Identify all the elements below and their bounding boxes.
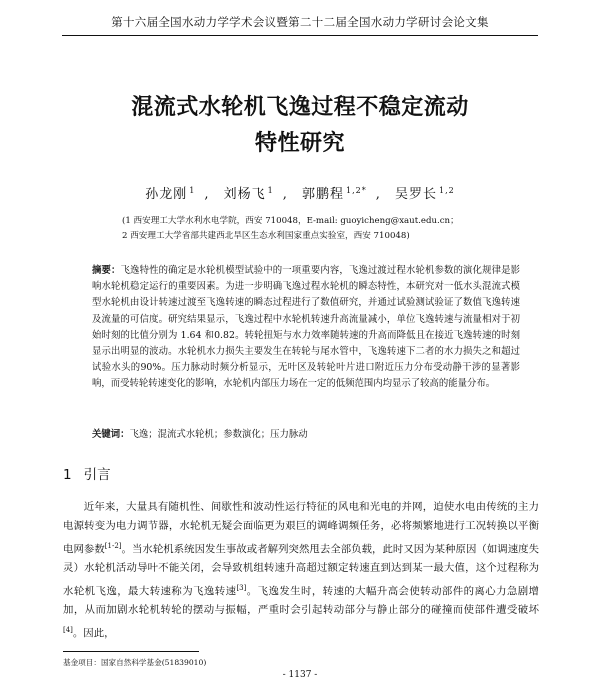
section-heading [63,463,111,483]
body-paragraph [63,498,539,643]
paper-title [0,90,600,162]
affiliation-line: (1 西安理工大学水利水电学院，西安 710048，E-mail: guoyicheng@xaut.edu.cn； [122,216,459,226]
body-text-part: 。飞逸发生时，转速的大幅升高会使转动部件的离心力急剧增加，从而加剧水轮机转轮的摆动与振幅，严重时会引起转动部分与静止部分的碰撞而使部件遭受破坏 [63,585,540,617]
body-text-part: 。因此， [72,627,115,640]
author-name: 孙龙刚 [145,187,188,202]
author-affil-mark: 1 [189,185,196,195]
citation: [4] [63,625,73,634]
abstract [92,263,520,393]
section-number: 1 [63,467,72,483]
body-text-part: 。当水轮机系统因发生事故或者解列突然甩去全部负载，此时又因为某种原因（如调速度失灵）水轮机活动导叶不能关闭，会导致机组转速升高超过额定转速直到达到某一最大值，这个过程称为水轮机飞逸，最大转速称为飞逸转速 [63,543,540,598]
title-line-1: 混流式水轮机飞逸过程不稳定流动 [131,95,469,120]
running-header: 第十六届全国水动力学学术会议暨第二十二届全国水动力学研讨会论文集 [111,15,489,29]
affiliations [122,214,542,244]
section-title: 引言 [83,467,111,483]
body-text-part: 近年来，大量具有随机性、间歇性和波动性运行特征的风电和光电的并网，迫使水电由传统的主力电源转变为电力调节器，水轮机无疑会面临更为艰巨的调峰调频任务，必将频繁地进行工况转换以平衡电网参数 [63,501,539,556]
abstract-text: 飞逸特性的确定是水轮机模型试验中的一项重要内容，飞逸过渡过程水轮机参数的演化规律是影响水轮机稳定运行的重要因素。为进一步明确飞逸过程水轮机的瞬态特性，本研究对一低水头混流式模型水轮机由设计转速过渡至飞逸转速的瞬态过程进行了数值研究，并通过试验测试验证了数值飞逸转速及流量的可信度。研究结果显示，飞逸过程中水轮机转速升高流量减小，单位飞逸转速与流量相对于初始时刻的比值分别为 1.64 和0.82。转轮扭矩与水力效率随转速的升高而降低且在接近飞逸转速的时刻显示出明显的波动。水轮机水力损失主要发生在转轮与尾水管中，飞逸转速下二者的水力损失之和超过试验水头的90%。压力脉动时频分析显示，无叶区及转轮叶片进口附近压力分布受动静干涉的显著影响，而受转轮转速变化的影响，水轮机内部压力场在一定的低频范围内均显示了较高的能量分布。 [92,265,520,390]
author-affil-mark: 1 [267,185,274,195]
author-affil-mark: 1,2* [346,185,367,195]
citation: [3] [236,583,247,592]
page-number: - 1137 - [282,670,318,680]
author [224,187,274,202]
keywords-label: 关键词： [92,429,130,440]
title-line-2: 特性研究 [254,131,345,156]
keywords [92,427,520,443]
footnote: 基金项目：国家自然科学基金(51839010) [63,658,207,667]
citation: [1-2] [104,541,122,550]
author-list: 孙龙刚 $^1$ , 刘杨飞 $^1$ , 郭鹏程 $^{1,2*}$ , 吴罗长 $^{1,2}$ [145,185,455,202]
author-name: 刘杨飞 [223,187,266,202]
abstract-label: 摘要： [92,265,121,276]
author [145,187,195,202]
header-rule [62,35,538,36]
affiliation-line: 2 西安理工大学省部共建西北旱区生态水利国家重点实验室，西安 710048) [122,231,410,241]
keywords-text: 飞逸；混流式水轮机；参数演化；压力脉动 [129,429,308,440]
author-affil-mark: 1,2 [439,185,455,195]
author [395,187,455,202]
author-name: 郭鹏程 [301,187,344,202]
footnote-rule [63,651,199,652]
author [302,187,367,202]
author-name: 吴罗长 [395,187,438,202]
